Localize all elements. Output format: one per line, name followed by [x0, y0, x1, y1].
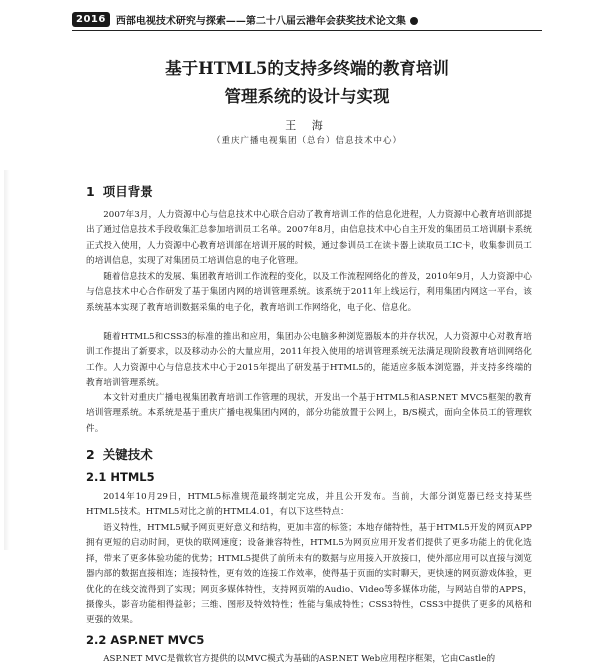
section-heading-1 — [86, 182, 153, 200]
journal-title — [116, 12, 418, 27]
scan-edge-shadow — [4, 170, 10, 550]
subsection-heading-2-2 — [86, 633, 204, 647]
section-number: 1 — [86, 184, 95, 199]
paragraph: 2014年10月29日，HTML5标准规范最终制定完成，并且公开发布。当前，大部分浏览器已经支持某些HTML5技术。HTML5对比之前的HTML4.01，有以下这些特点： — [86, 492, 532, 518]
subsection-heading-2-1 — [86, 470, 155, 484]
journal-header — [72, 8, 542, 31]
paragraph: 随着HTML5和CSS3的标准的推出和应用，集团办公电脑多种浏览器版本的并存状况，人力资源中心对教育培训工作提出了新要求，以及移动办公的大量应用，2011年投入使用的培训管理系统无法满足现阶段教育培训网络化工作。人力资源中心与信息技术中心于2015年提出了研发基于HTML5的，能适应多版本浏览器，并支持多终端的教育培训管理系统。 — [86, 332, 532, 389]
paragraph: 2007年3月，人力资源中心与信息技术中心联合启动了教育培训工作的信息化进程，人力资源中心教育培训部提出了通过信息技术手段收集汇总参加培训员工名单。2007年8月，由信息技术中心自主开发的集团员工培训刷卡系统正式投入使用，人力资源中心教育培训部在培训开展的时候，通过参训员工在读卡器上读取员工IC卡，收集参训员工的培训信息，实现了对集团员工培训信息的电子化管理。 — [86, 210, 532, 267]
bullet-icon — [410, 17, 418, 25]
subsection-number: 2.2 — [86, 633, 107, 647]
section-number: 2 — [86, 447, 95, 462]
paragraph: ASP.NET MVC是微软官方提供的以MVC模式为基础的ASP.NET Web应用程序框架，它由Castle的 — [103, 654, 496, 664]
author: 王 海 — [285, 119, 329, 132]
paper-title-line-1: 基于HTML5的支持多终端的教育培训 — [165, 59, 449, 78]
paper-title-line-2: 管理系统的设计与实现 — [224, 87, 390, 106]
subsection-title: HTML5 — [110, 470, 155, 484]
subsection-number: 2.1 — [86, 470, 107, 484]
affiliation: （重庆广播电视集团（总台）信息技术中心） — [211, 136, 402, 146]
subsection-title: ASP.NET MVC5 — [110, 633, 205, 647]
paragraph: 语义特性，HTML5赋予网页更好意义和结构，更加丰富的标签；本地存储特性，基于HTML5开发的网页APP拥有更短的启动时间，更快的联网速度；设备兼容特性，HTML5为网页应用开发者们提供了更多功能上的优化选择，带来了更多体验功能的优势；HTML5提供了前所未有的数据与应用接入开放接口，使外部应用可以直接与浏览器内部的数据直接相连；连接特性，更有效的连接工作效率，使得基于页面的实时聊天，更快速的网页游戏体验，更优化的在线交流得到了实现；网页多媒体特性，支持网页端的Audio、Video等多媒体功能，与网站自带的APPS，摄像头，影音功能相得益彰；三维、图形及特效特性；性能与集成特性；CSS3特性，CSS3中提供了更多的风格和更强的效果。 — [86, 523, 532, 626]
paragraph: 随着信息技术的发展、集团教育培训工作流程的变化，以及工作流程网络化的普及，2010年9月，人力资源中心与信息技术中心合作研发了基于集团内网的培训管理系统。该系统于2011年上线运行，利用集团内网这一平台，该系统基本实现了教育培训数据采集的电子化，教育培训工作网络化，电子化、信息化。 — [86, 272, 532, 313]
paragraph: 本文针对重庆广播电视集团教育培训工作管理的现状，开发出一个基于HTML5和ASP.NET MVC5框架的教育培训管理系统。本系统是基于重庆广播电视集团内网的，部分功能放置于公网上，B/S模式，面向全体员工的管理软件。 — [86, 393, 532, 434]
section-title: 关键技术 — [102, 447, 153, 462]
year-badge: 2016 — [72, 12, 110, 27]
section-heading-2 — [86, 445, 153, 463]
journal-title-text: 西部电视技术研究与探索——第二十八届云港年会获奖技术论文集 — [115, 15, 406, 27]
section-title: 项目背景 — [102, 184, 153, 199]
